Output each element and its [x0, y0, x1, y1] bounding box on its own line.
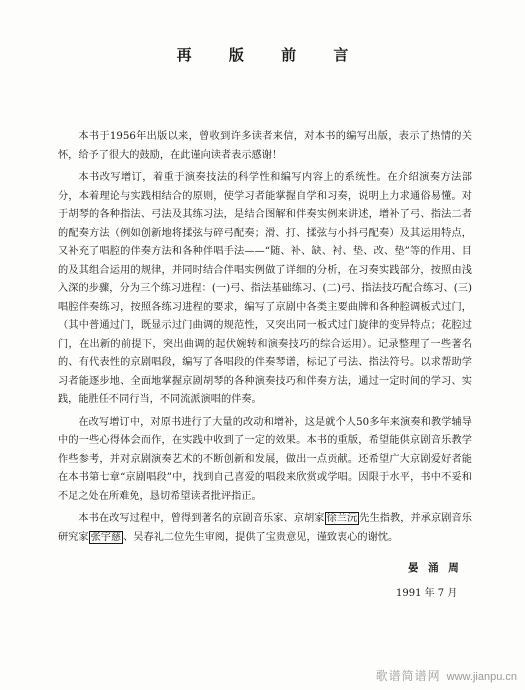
watermark-url: www.jianpu.cn — [446, 671, 517, 683]
paragraph-3 — [58, 414, 472, 507]
publication-date: 1991 年 7 月 — [396, 588, 458, 599]
paragraph-text: 本书在改写过程中，曾得到著名的京剧音乐家、京胡家 — [78, 513, 325, 524]
author-signature: 晏 涌 周 — [408, 562, 462, 574]
document-body — [58, 128, 472, 547]
page-title: 再 版 前 言 — [176, 46, 365, 64]
paragraph-text: 、吴春礼二位先生审阅，提供了宝贵意见，谨致衷心的谢忱。 — [123, 531, 399, 543]
boxed-name: 徐兰沅 — [326, 513, 358, 524]
site-watermark — [376, 667, 517, 684]
watermark-site-name: 歌谱简谱网 — [375, 669, 441, 683]
paragraph-text: 本书于1956年出版以来，曾收到许多读者来信，对本书的编写出版，表示了热情的关怀，给予了很大的鼓励，在此谨向读者表示感谢！ — [58, 131, 472, 161]
paragraph-text: 在改写增订中，对原书进行了大量的改动和增补，这是就个人50多年来演奏和教学辅导中的一些心得体会而作，在实践中收到了一定的效果。本书的重版，希望能供京剧音乐教学作些参考，并对京剧演奏艺术的不断创新和发展，做出一点贡献。还希望广大京剧爱好者能在本书第七章“京剧唱段”中，找到自己喜爱的唱段来欣赏或学唱。因限于水平，书中不妥和不足之处在所难免，恳切希望读者批评指正。 — [58, 416, 472, 502]
paragraph-text: 先生指教，并承京剧音乐研究家 — [58, 513, 472, 543]
boxed-name: 张宇慈 — [90, 531, 122, 543]
paragraph-1 — [58, 128, 472, 165]
paragraph-2 — [58, 169, 472, 410]
paragraph-text: 本书改写增订，着重于演奏技法的科学性和编写内容上的系统性。在介绍演奏方法部分，本着理论与实践相结合的原则，使学习者能掌握自学和习奏，说明上力求通俗易懂。对于胡琴的各种指法、弓法及其练习法，是结合图解和伴奏实例来讲述，增补了弓、指法二者的配奏方法（例如创新地将揉弦与碎弓配奏；滑、打、揉弦与小抖弓配奏）及其运用特点，又补充了唱腔的伴奏方法和各种伴唱手法——“随、补、缺、衬、垫、改、垫”等的作用、目的及其组合运用的规律，并同时结合伴唱实例做了详细的分析，在习奏实践部分，按照由浅入深的步骤，分为三个练习进程：(一)弓、指法基础练习、(二)弓、指法技巧配合练习、(三)唱腔伴奏练习，按照各练习进程的要求，编写了京剧中各类主要曲牌和各种腔调板式过门，（其中普通过门，既显示过门曲调的规范性，又突出同一板式过门旋律的变异特点；花腔过门，在出新的前提下，突出曲调的起伏婉转和演奏技巧的综合运用）。记录整理了一些著名的、有代表性的京剧唱段，编写了各唱段的伴奏琴谱，标记了弓法、指法符号。以求帮助学习者能逐步地、全面地掌握京剧胡琴的各种演奏技巧和伴奏方法，通过一定时间的学习、实践，能胜任不同行当，不同流派演唱的伴奏。 — [58, 172, 472, 405]
paragraph-4 — [58, 510, 472, 547]
